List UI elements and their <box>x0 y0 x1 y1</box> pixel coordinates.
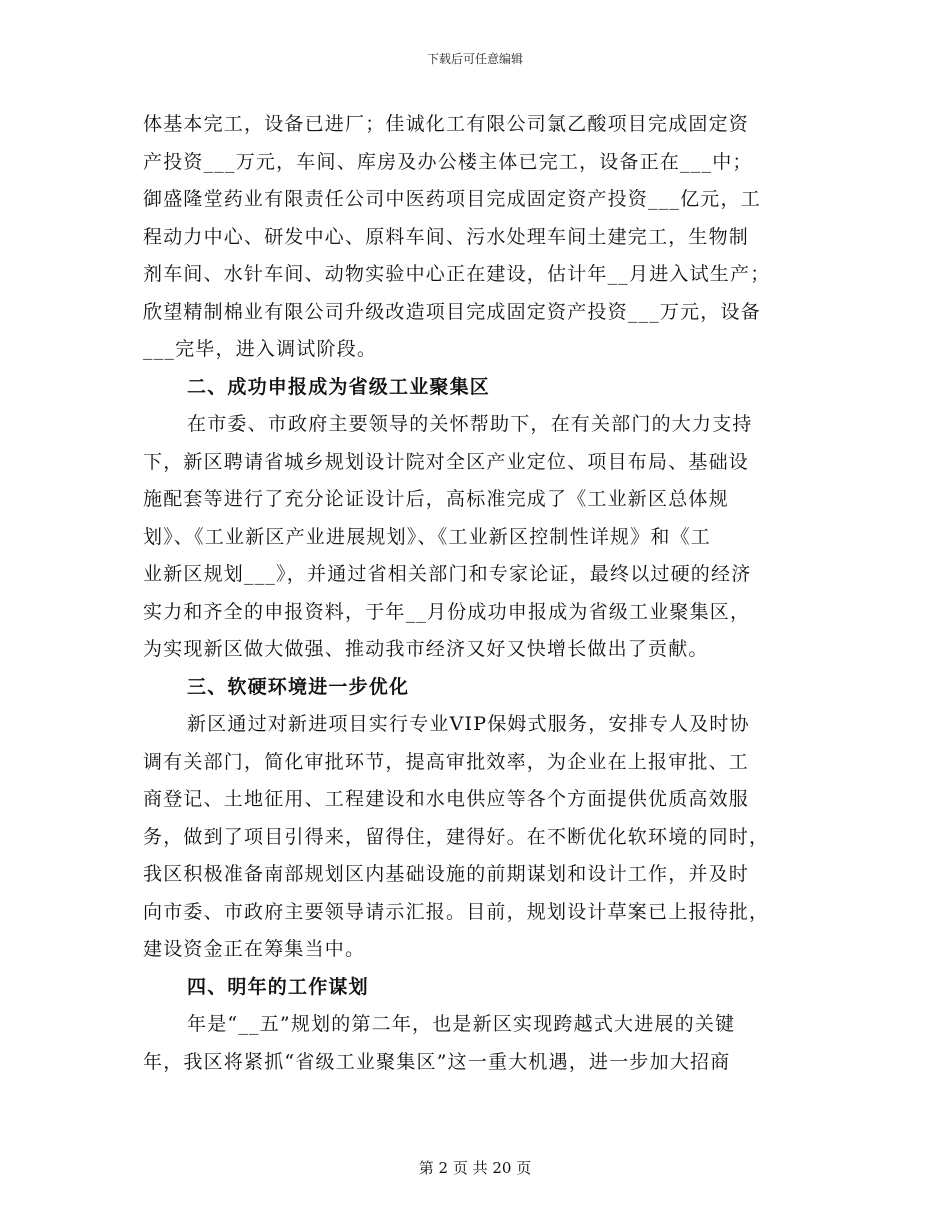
text-line: 实力和齐全的申报资料，于年__月份成功申报成为省级工业聚集区， <box>143 600 751 623</box>
text-line: 产投资___万元，车间、库房及办公楼主体已完工，设备正在___中； <box>143 150 753 173</box>
text-line: 业新区规划___》，并通过省相关部门和专家论证，最终以过硬的经济 <box>143 563 752 585</box>
text-line: 欣望精制棉业有限公司升级改造项目完成固定资产投资___万元，设备 <box>143 300 761 323</box>
paragraph-first-line: 新区通过对新进项目实行专业VIP保姆式服务，安排专人及时协 <box>187 713 750 735</box>
text-line: ___完毕，进入调试阶段。 <box>143 338 378 360</box>
text-line: 划》、《工业新区产业进展规划》、《工业新区控制性详规》和《工 <box>143 525 712 548</box>
page-header: 下载后可任意编辑 <box>426 52 523 66</box>
page-footer: 第 2 页 共 20 页 <box>418 1159 532 1177</box>
text-line: 我区积极准备南部规划区内基础设施的前期谋划和设计工作，并及时 <box>143 863 750 885</box>
paragraph-first-line: 在市委、市政府主要领导的关怀帮助下，在有关部门的大力支持 <box>187 413 753 435</box>
text-line: 调有关部门，简化审批环节，提高审批效率，为企业在上报审批、工 <box>143 750 750 773</box>
section-heading: 二、成功申报成为省级工业聚集区 <box>187 375 491 398</box>
text-line: 御盛隆堂药业有限责任公司中医药项目完成固定资产投资___亿元，工 <box>143 188 761 210</box>
paragraph-first-line: 年是“__五”规划的第二年，也是新区实现跨越式大进展的关键 <box>187 1013 736 1035</box>
text-line: 下，新区聘请省城乡规划设计院对全区产业定位、项目布局、基础设 <box>143 450 750 473</box>
text-line: 为实现新区做大做强、推动我市经济又好又快增长做出了贡献。 <box>143 638 709 660</box>
text-line: 商登记、土地征用、工程建设和水电供应等各个方面提供优质高效服 <box>143 788 750 810</box>
text-line: 向市委、市政府主要领导请示汇报。目前，规划设计草案已上报待批， <box>143 900 770 923</box>
text-line: 施配套等进行了充分论证设计后，高标准完成了《工业新区总体规 <box>143 488 729 510</box>
text-line: 体基本完工，设备已进厂；佳诚化工有限公司氯乙酸项目完成固定资 <box>143 113 750 135</box>
section-heading: 四、明年的工作谋划 <box>187 975 369 998</box>
section-heading: 三、软硬环境进一步优化 <box>187 675 410 698</box>
document-body <box>143 106 803 1081</box>
text-line: 务，做到了项目引得来，留得住，建得好。在不断优化软环境的同时， <box>143 825 770 848</box>
text-line: 程动力中心、研发中心、原料车间、污水处理车间土建完工，生物制 <box>143 225 750 248</box>
text-line: 剂车间、水针车间、动物实验中心正在建设，估计年__月进入试生产； <box>143 263 771 285</box>
text-line: 建设资金正在筹集当中。 <box>143 938 366 960</box>
text-line: 年，我区将紧抓“省级工业聚集区”这一重大机遇，进一步加大招商 <box>143 1050 731 1073</box>
